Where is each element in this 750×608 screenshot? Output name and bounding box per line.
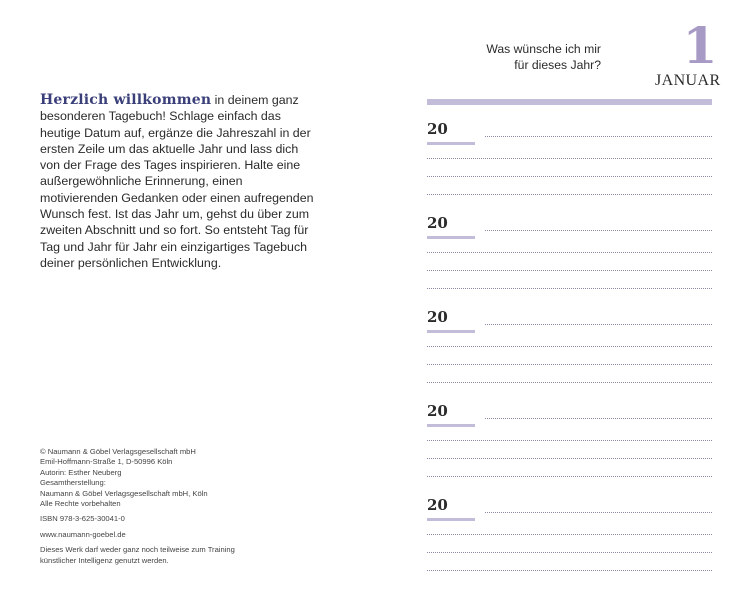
entry-year-underline <box>427 424 475 427</box>
question-line: für dieses Jahr? <box>514 58 601 72</box>
imprint-line: © Naumann & Göbel Verlagsgesellschaft mbH <box>40 447 196 456</box>
entry-writing-line <box>427 440 712 441</box>
entry-year-underline <box>427 330 475 333</box>
diary-entry <box>427 496 712 584</box>
entry-writing-line <box>485 136 712 137</box>
entry-writing-line <box>427 288 712 289</box>
imprint-line: Emil-Hoffmann-Straße 1, D-50996 Köln <box>40 457 173 467</box>
imprint-ai-notice <box>40 545 310 566</box>
imprint-line: Alle Rechte vorbehalten <box>40 499 121 509</box>
day-number: 1 <box>682 16 718 75</box>
imprint-line: Gesamtherstellung: <box>40 478 106 488</box>
imprint-publisher-block <box>40 447 310 509</box>
imprint-isbn: ISBN 978-3-625-30041-0 <box>40 514 125 524</box>
diary-entry <box>427 214 712 302</box>
entry-writing-line <box>427 552 712 553</box>
entry-year-label: 20 <box>427 308 448 326</box>
entry-year-label: 20 <box>427 496 448 514</box>
entry-writing-line <box>427 176 712 177</box>
entry-writing-line <box>485 324 712 325</box>
entry-year-underline <box>427 236 475 239</box>
diary-entry <box>427 120 712 208</box>
entry-writing-line <box>427 364 712 365</box>
imprint-isbn-block <box>40 514 310 524</box>
entry-writing-line <box>427 158 712 159</box>
entry-year-label: 20 <box>427 214 448 232</box>
right-page <box>375 0 750 608</box>
entry-writing-line <box>427 252 712 253</box>
entry-year-label: 20 <box>427 402 448 420</box>
entry-writing-line <box>427 346 712 347</box>
diary-entry <box>427 402 712 490</box>
intro-body: in deinem ganz besonderen Tagebuch! Schlage einfach das heutige Datum auf, ergänze die Jahreszahl in der ersten Zeile um das aktuelle Jahr und lass dich von der Frage des Tages inspirieren. Halte eine außergewöhnliche Erinnerung, einen motivierenden Gedanken oder einen aufregenden Wunsch fest. Ist das Jahr um, gehst du über zum zweiten Abschnitt und so fort. So entsteht Tag für Tag und Jahr für Jahr ein einzigartiges Tagebuch deiner persönlichen Entwicklung. <box>40 93 314 270</box>
entry-year-label: 20 <box>427 120 448 138</box>
imprint-url: www.naumann-goebel.de <box>40 529 126 539</box>
header-rule <box>427 99 712 105</box>
entry-writing-line <box>485 418 712 419</box>
imprint-line: künstlicher Intelligenz genutzt werden. <box>40 555 169 565</box>
diary-entry <box>427 308 712 396</box>
entry-writing-line <box>427 194 712 195</box>
entry-writing-line <box>427 570 712 571</box>
entry-writing-line <box>485 230 712 231</box>
question-of-the-day <box>475 41 601 73</box>
question-line: Was wünsche ich mir <box>486 42 601 56</box>
entry-writing-line <box>427 382 712 383</box>
entry-writing-line <box>427 534 712 535</box>
imprint-line: Dieses Werk darf weder ganz noch teilweise zum Training <box>40 545 235 555</box>
month-name: JANUAR <box>655 72 721 89</box>
intro-headline: Herzlich willkommen <box>40 92 212 108</box>
entry-writing-line <box>427 458 712 459</box>
entry-year-underline <box>427 518 475 521</box>
entry-writing-line <box>427 270 712 271</box>
imprint-url-block <box>40 530 310 540</box>
imprint-line: Autorin: Esther Neuberg <box>40 467 122 477</box>
imprint <box>40 447 310 571</box>
intro-text <box>40 92 318 271</box>
imprint-line: Naumann & Göbel Verlagsgesellschaft mbH, Köln <box>40 488 208 498</box>
entry-writing-line <box>485 512 712 513</box>
entry-writing-line <box>427 476 712 477</box>
entry-year-underline <box>427 142 475 145</box>
